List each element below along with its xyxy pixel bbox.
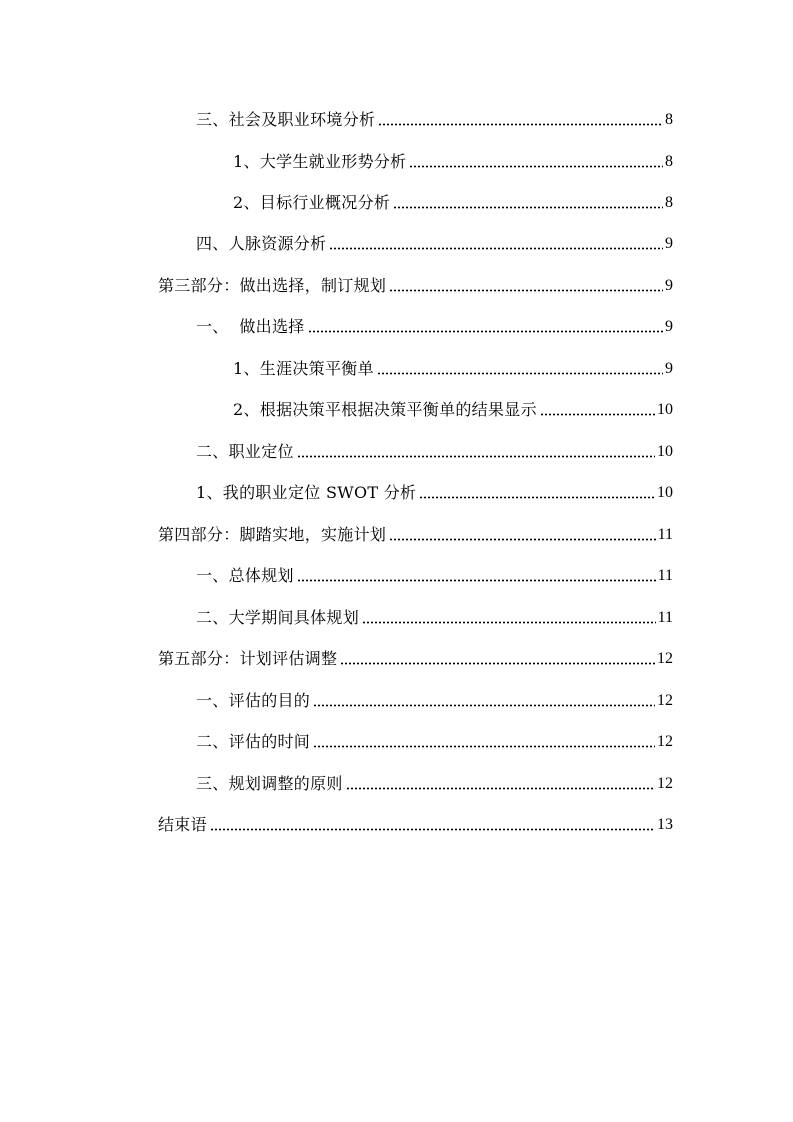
toc-entry-title: 一、评估的目的: [196, 691, 311, 710]
toc-entry[interactable]: [233, 396, 673, 420]
toc-entry[interactable]: [158, 521, 673, 545]
toc-entry[interactable]: [196, 106, 673, 130]
toc-entry-title: 二、职业定位: [196, 442, 294, 461]
toc-entry-page: 12: [657, 650, 673, 667]
toc-entry-title: 四、人脉资源分析: [196, 234, 327, 253]
toc-entry-page: 10: [657, 443, 673, 460]
toc-entry-page: 8: [665, 111, 673, 128]
toc-entry-page: 10: [657, 401, 673, 418]
toc-entry[interactable]: [196, 479, 673, 503]
toc-entry[interactable]: [233, 355, 673, 379]
toc-dot-leader: [297, 455, 655, 458]
toc-dot-leader: [329, 247, 663, 250]
toc-dot-leader: [210, 828, 655, 831]
toc-dot-leader: [297, 579, 656, 582]
toc-entry-title: 第五部分：计划评估调整: [158, 649, 338, 668]
toc-dot-leader: [313, 745, 655, 748]
toc-entry-page: 11: [657, 526, 673, 543]
toc-dot-leader: [313, 704, 655, 707]
toc-dot-leader: [419, 496, 655, 499]
toc-entry-title: 1、生涯决策平衡单: [233, 359, 374, 378]
toc-entry[interactable]: [158, 645, 673, 669]
toc-dot-leader: [308, 330, 663, 333]
toc-entry-page: 13: [657, 816, 673, 833]
toc-entry-page: 11: [657, 567, 673, 584]
toc-entry-title: 第三部分：做出选择，制订规划: [158, 276, 387, 295]
toc-entry[interactable]: [196, 313, 673, 337]
toc-entry[interactable]: [196, 687, 673, 711]
toc-entry-title: 三、社会及职业环境分析: [196, 110, 376, 129]
toc-entry[interactable]: [158, 272, 673, 296]
toc-dot-leader: [378, 123, 663, 126]
toc-entry-title: 2、根据决策平根据决策平衡单的结果显示: [233, 400, 537, 419]
toc-entry[interactable]: [196, 230, 673, 254]
toc-entry-title: 第四部分：脚踏实地，实施计划: [158, 525, 387, 544]
toc-dot-leader: [340, 662, 655, 665]
toc-entry-title: 2、目标行业概况分析: [233, 193, 391, 212]
toc-entry-page: 9: [665, 235, 673, 252]
toc-dot-leader: [389, 538, 655, 541]
toc-dot-leader: [346, 787, 655, 790]
toc-entry-page: 12: [657, 733, 673, 750]
toc-dot-leader: [377, 372, 663, 375]
toc-entry[interactable]: [233, 189, 673, 213]
toc-entry[interactable]: [233, 148, 673, 172]
toc-entry-title: 二、大学期间具体规划: [196, 608, 360, 627]
toc-entry-title: 1、大学生就业形势分析: [233, 152, 407, 171]
toc-entry-title: 二、评估的时间: [196, 732, 311, 751]
toc-dot-leader: [389, 289, 663, 292]
toc-dot-leader: [409, 165, 663, 168]
toc-entry-page: 10: [657, 484, 673, 501]
toc-entry-page: 8: [665, 153, 673, 170]
toc-entry[interactable]: [196, 438, 673, 462]
toc-dot-leader: [540, 413, 655, 416]
toc-entry[interactable]: [196, 604, 673, 628]
toc-entry-title: 1、我的职业定位 SWOT 分析: [196, 483, 417, 502]
toc-entry-page: 12: [657, 692, 673, 709]
toc-entry-title: 三、规划调整的原则: [196, 774, 343, 793]
toc-dot-leader: [393, 206, 663, 209]
toc-entry-page: 9: [665, 360, 673, 377]
toc-entry-page: 9: [665, 277, 673, 294]
toc-entry-title: 一、总体规划: [196, 566, 294, 585]
toc-entry-page: 11: [657, 609, 673, 626]
toc-entry-page: 12: [657, 775, 673, 792]
toc-entry-title: 一、 做出选择: [196, 317, 305, 336]
toc-dot-leader: [362, 621, 656, 624]
toc-entry-title: 结束语: [158, 815, 207, 834]
toc-entry-page: 8: [665, 194, 673, 211]
toc-entry[interactable]: [196, 770, 673, 794]
toc-entry-page: 9: [665, 318, 673, 335]
toc-entry[interactable]: [158, 811, 673, 835]
toc-entry[interactable]: [196, 562, 673, 586]
toc-entry[interactable]: [196, 728, 673, 752]
